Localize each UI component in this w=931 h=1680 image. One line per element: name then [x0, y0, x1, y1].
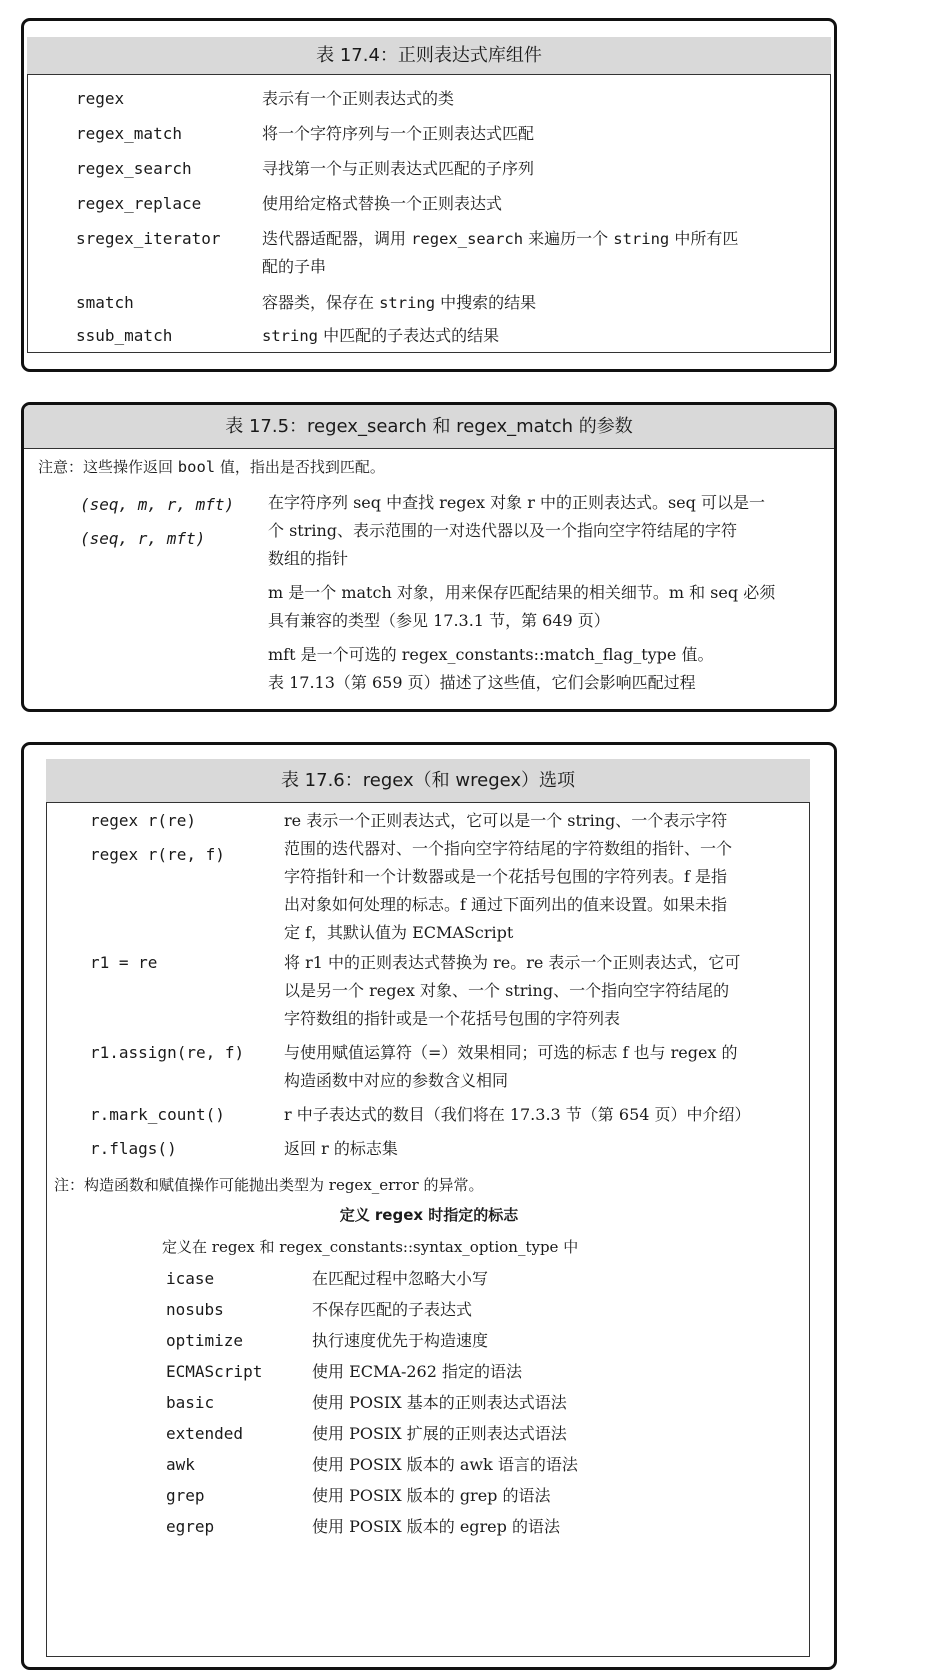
- flag-desc: 不保存匹配的子表达式: [312, 1300, 473, 1319]
- table-row-desc: [262, 225, 822, 281]
- flag-name: optimize: [166, 1331, 244, 1350]
- flags-fn: r.flags(): [90, 1139, 177, 1158]
- desc-text: 容器类，保存在: [262, 293, 380, 312]
- flags-fn-desc: 返回 r 的标志集: [284, 1139, 398, 1158]
- note-text: 注意：这些操作返回: [38, 458, 178, 476]
- flag-name: basic: [166, 1393, 215, 1412]
- table-row-name: regex: [76, 89, 125, 108]
- table-17-4: [21, 18, 837, 372]
- param-desc-3: [268, 641, 828, 697]
- mark-count: r.mark_count(): [90, 1105, 225, 1124]
- ctor-desc: [284, 807, 804, 947]
- flags-subtitle: 定义 regex 时指定的标志: [339, 1206, 519, 1224]
- table-row-name: regex_replace: [76, 194, 202, 213]
- flag-name: ECMAScript: [166, 1362, 263, 1381]
- flag-desc: 使用 POSIX 版本的 awk 语言的语法: [312, 1455, 578, 1474]
- note-text: 值，指出是否找到匹配。: [215, 458, 385, 476]
- table-17-5-note: [38, 453, 385, 481]
- table-row-name: smatch: [76, 293, 134, 312]
- ctor-2: regex r(re, f): [90, 845, 225, 864]
- desc-line: 表 17.13（第 659 页）描述了这些值，它们会影响匹配过程: [268, 673, 696, 692]
- desc-text: 迭代器适配器，调用: [262, 229, 412, 248]
- flag-name: grep: [166, 1486, 205, 1505]
- desc-line: 将 r1 中的正则表达式替换为 re。re 表示一个正则表达式，它可: [284, 953, 741, 972]
- desc-text: 中匹配的子表达式的结果: [318, 326, 500, 345]
- table-row-desc: 将一个字符序列与一个正则表达式匹配: [262, 124, 535, 143]
- assign-fn: r1.assign(re, f): [90, 1043, 245, 1062]
- desc-line: m 是一个 match 对象，用来保存匹配结果的相关细节。m 和 seq 必须: [268, 583, 776, 602]
- param-desc-1: [268, 489, 828, 573]
- desc-code: string: [379, 294, 436, 312]
- desc-line: 字符指针和一个计数器或是一个花括号包围的字符列表。f 是指: [284, 867, 728, 886]
- note-code: bool: [177, 458, 216, 476]
- desc-text: 配的子串: [262, 257, 327, 276]
- desc-line: 具有兼容的类型（参见 17.3.1 节，第 649 页）: [268, 611, 610, 630]
- table-row-name: ssub_match: [76, 326, 173, 345]
- table-17-6: [21, 742, 837, 1670]
- desc-line: mft 是一个可选的 regex_constants::match_flag_type 值。: [268, 645, 714, 664]
- desc-line: 定 f，其默认值为 ECMAScript: [284, 923, 514, 942]
- flag-name: nosubs: [166, 1300, 224, 1319]
- flag-desc: 使用 POSIX 版本的 grep 的语法: [312, 1486, 551, 1505]
- table-17-6-note: 注：构造函数和赋值操作可能抛出类型为 regex_error 的异常。: [54, 1176, 484, 1194]
- table-row-desc: [262, 322, 499, 350]
- param-desc-2: [268, 579, 828, 635]
- table-17-5-title: 表 17.5：regex_search 和 regex_match 的参数: [24, 405, 834, 449]
- desc-line: 在字符序列 seq 中查找 regex 对象 r 中的正则表达式。seq 可以是一: [268, 493, 765, 512]
- assign-op: r1 = re: [90, 953, 158, 972]
- flag-desc: 使用 POSIX 基本的正则表达式语法: [312, 1393, 567, 1412]
- table-17-6-title: 表 17.6：regex（和 wregex）选项: [46, 759, 810, 803]
- ctor-1: regex r(re): [90, 811, 196, 830]
- table-row-desc: [262, 289, 536, 317]
- signature-2: (seq, r, mft): [80, 529, 206, 548]
- flag-desc: 使用 ECMA-262 指定的语法: [312, 1362, 522, 1381]
- desc-text: 中搜索的结果: [435, 293, 537, 312]
- table-row-name: sregex_iterator: [76, 229, 221, 248]
- desc-line: 数组的指针: [268, 549, 349, 568]
- table-row-desc: 寻找第一个与正则表达式匹配的子序列: [262, 159, 535, 178]
- desc-text: 来遍历一个: [523, 229, 614, 248]
- table-17-4-title: 表 17.4：正则表达式库组件: [27, 37, 831, 75]
- flag-desc: 执行速度优先于构造速度: [312, 1331, 489, 1350]
- desc-line: 出对象如何处理的标志。f 通过下面列出的值来设置。如果未指: [284, 895, 728, 914]
- desc-line: 字符数组的指针或是一个花括号包围的字符列表: [284, 1009, 621, 1028]
- flag-name: icase: [166, 1269, 215, 1288]
- desc-line: 与使用赋值运算符（=）效果相同；可选的标志 f 也与 regex 的: [284, 1043, 738, 1062]
- flag-desc: 使用 POSIX 扩展的正则表达式语法: [312, 1424, 567, 1443]
- table-row-desc: 使用给定格式替换一个正则表达式: [262, 194, 503, 213]
- table-17-5: [21, 402, 837, 712]
- flag-name: awk: [166, 1455, 195, 1474]
- mark-count-desc: r 中子表达式的数目（我们将在 17.3.3 节（第 654 页）中介绍）: [284, 1105, 751, 1124]
- flag-desc: 使用 POSIX 版本的 egrep 的语法: [312, 1517, 560, 1536]
- desc-code: string: [613, 230, 670, 248]
- desc-text: 中所有匹: [669, 229, 739, 248]
- flag-desc: 在匹配过程中忽略大小写: [312, 1269, 489, 1288]
- flags-subnote: 定义在 regex 和 regex_constants::syntax_option_type 中: [162, 1238, 579, 1256]
- flag-name: egrep: [166, 1517, 215, 1536]
- table-row-name: regex_search: [76, 159, 192, 178]
- assign-desc: [284, 949, 804, 1033]
- desc-line: 以是另一个 regex 对象、一个 string、一个指向空字符结尾的: [284, 981, 730, 1000]
- signature-1: (seq, m, r, mft): [80, 495, 235, 514]
- desc-code: regex_search: [411, 230, 524, 248]
- table-row-name: regex_match: [76, 124, 182, 143]
- flag-name: extended: [166, 1424, 244, 1443]
- table-row-desc: 表示有一个正则表达式的类: [262, 89, 455, 108]
- desc-line: 构造函数中对应的参数含义相同: [284, 1071, 509, 1090]
- desc-line: 范围的迭代器对、一个指向空字符结尾的字符数组的指针、一个: [284, 839, 733, 858]
- desc-line: re 表示一个正则表达式，它可以是一个 string、一个表示字符: [284, 811, 728, 830]
- assign-fn-desc: [284, 1039, 804, 1095]
- desc-line: 个 string、表示范围的一对迭代器以及一个指向空字符结尾的字符: [268, 521, 738, 540]
- desc-code: string: [262, 327, 318, 345]
